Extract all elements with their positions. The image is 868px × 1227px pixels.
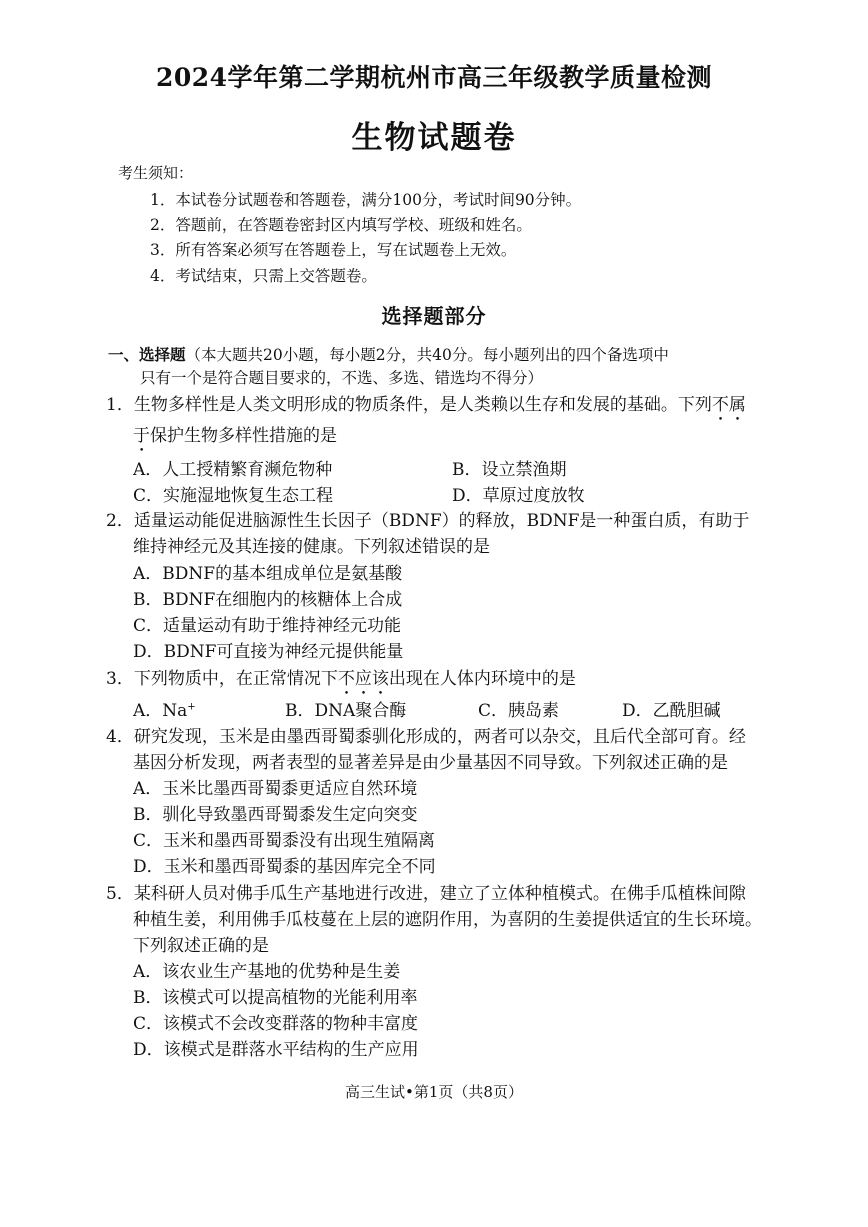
part-description: （本大题共20小题，每小题2分，共40分。每小题列出的四个备选项中 (185, 346, 669, 364)
question-3-stem (106, 664, 576, 699)
option: B．设立禁渔期 (452, 460, 567, 480)
notice-item: 2．答题前，在答题卷密封区内填写学校、班级和姓名。 (150, 216, 532, 234)
option: B．驯化导致墨西哥蜀黍发生定向突变 (133, 805, 418, 825)
exam-subtitle: 生物试题卷 (351, 120, 517, 156)
emphasis-text: 不属 (711, 395, 746, 415)
question-4-stem-cont: 基因分析发现，两者表型的显著差异是由少量基因不同导致。下列叙述正确的是 (133, 753, 728, 773)
page-footer: 高三生试•第1页（共8页） (345, 1083, 523, 1101)
exam-title: 2024学年第二学期杭州市高三年级教学质量检测 (155, 63, 713, 92)
question-2-stem-cont: 维持神经元及其连接的健康。下列叙述错误的是 (133, 537, 490, 557)
option: C．胰岛素 (478, 701, 560, 721)
notice-item: 3．所有答案必须写在答题卷上，写在试题卷上无效。 (150, 241, 517, 259)
option: C．实施湿地恢复生态工程 (133, 486, 334, 506)
notice-item: 1．本试卷分试题卷和答题卷，满分100分，考试时间90分钟。 (150, 191, 582, 209)
option: B．DNA聚合酶 (285, 701, 407, 721)
option: C．玉米和墨西哥蜀黍没有出现生殖隔离 (133, 831, 436, 851)
question-text: 3．下列物质中，在正常情况下 (106, 669, 338, 689)
option: C．适量运动有助于维持神经元功能 (133, 616, 402, 636)
option (133, 696, 196, 721)
option: A．人工授精繁育濒危物种 (133, 460, 333, 480)
option: B．该模式可以提高植物的光能利用率 (133, 988, 418, 1008)
question-text: 出现在人体内环境中的是 (388, 669, 576, 689)
question-5-stem: 5．某科研人员对佛手瓜生产基地进行改进，建立了立体种植模式。在佛手瓜植株间隙 (106, 884, 746, 904)
question-5-stem-cont: 种植生姜，利用佛手瓜枝蔓在上层的遮阴作用，为喜阴的生姜提供适宜的生长环境。 (133, 910, 762, 930)
part-label: 一、选择题 (108, 345, 186, 364)
option-text: A．Na (133, 701, 188, 721)
question-text: 1．生物多样性是人类文明形成的物质条件，是人类赖以生存和发展的基础。下列 (106, 395, 712, 415)
question-1-stem-cont (133, 421, 337, 456)
question-2-stem: 2．适量运动能促进脑源性生长因子（BDNF）的释放，BDNF是一种蛋白质，有助于 (106, 511, 750, 531)
option: A．该农业生产基地的优势种是生姜 (133, 962, 401, 982)
superscript: + (187, 701, 196, 713)
option: D．玉米和墨西哥蜀黍的基因库完全不同 (133, 857, 436, 877)
part-heading (108, 343, 669, 365)
section-title: 选择题部分 (381, 304, 487, 328)
option: C．该模式不会改变群落的物种丰富度 (133, 1014, 419, 1034)
notice-heading: 考生须知： (118, 164, 194, 182)
question-text: 保护生物多样性措施的是 (150, 426, 337, 446)
option: B．BDNF在细胞内的核糖体上合成 (133, 590, 403, 610)
question-1-stem (106, 390, 746, 425)
part-description-cont: 只有一个是符合题目要求的，不选、多选、错选均不得分） (140, 369, 544, 387)
option: D．乙酰胆碱 (622, 701, 721, 721)
question-4-stem: 4．研究发现，玉米是由墨西哥蜀黍驯化形成的，两者可以杂交，且后代全部可育。经 (106, 727, 746, 747)
option: D．该模式是群落水平结构的生产应用 (133, 1040, 419, 1060)
option: A．BDNF的基本组成单位是氨基酸 (133, 564, 403, 584)
option: D．草原过度放牧 (452, 486, 585, 506)
emphasis-text: 于 (133, 426, 150, 446)
notice-item: 4．考试结束，只需上交答题卷。 (150, 267, 377, 285)
option: D．BDNF可直接为神经元提供能量 (133, 642, 404, 662)
option: A．玉米比墨西哥蜀黍更适应自然环境 (133, 779, 418, 799)
emphasis-text: 不应该 (337, 669, 389, 689)
question-5-stem-cont: 下列叙述正确的是 (133, 936, 269, 956)
